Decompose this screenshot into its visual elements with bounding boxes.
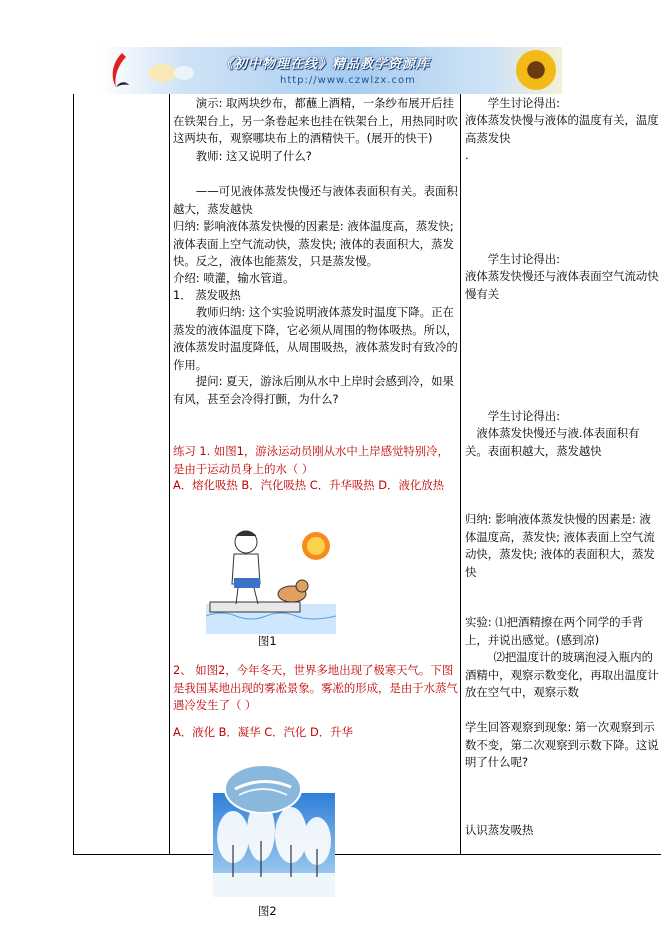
student-conclusion-2-label: 学生讨论得出:: [487, 252, 560, 266]
student-conclusion-3: 液体蒸发快慢还与液.体表面积有关。表面积越大，蒸发越快: [465, 426, 640, 458]
conclusion-surface-area: ——可见液体蒸发快慢还与液体表面积有关。表面积越大，蒸发越快: [173, 184, 458, 216]
student-conclusion-2: 液体蒸发快慢还与液体表面空气流动快慢有关: [465, 269, 659, 301]
exercise-2: 2、 如图2，今年冬天，世界多地出现了极寒天气。下图是我国某地出现的雾凇景象。雾凇的形成，是由于水蒸气遇冷发生了（ ）: [173, 663, 458, 712]
demo-paragraph: 演示: 取两块纱布，都蘸上酒精，一条纱布展开后挂在铁架台上，另一条卷起来也挂在铁架台上，用热同时吹这两块布，观察哪块布上的酒精快干。(展开的快干): [173, 96, 458, 145]
figure-1-caption: 图1: [258, 634, 277, 648]
sunflower-icon: [516, 50, 556, 90]
intro-irrigation: 介绍: 喷灌，输水管道。: [173, 271, 295, 285]
header-banner: [100, 47, 562, 94]
exercise-1-options: A．熔化吸热 B．汽化吸热 C．升华吸热 D．液化放热: [173, 478, 445, 492]
banner-url[interactable]: http://www.czwlzx.com: [280, 75, 416, 86]
table-divider-2: [460, 94, 461, 855]
figure-2-rime-scene: [213, 765, 335, 897]
question-swimming: 提问: 夏天，游泳后刚从水中上岸时会感到冷，如果有风，甚至会冷得打颤，为什么?: [173, 374, 454, 406]
student-conclusion-1-label: 学生讨论得出:: [487, 96, 560, 110]
exercise-1: 练习 1. 如图1，游泳运动员刚从水中上岸感觉特别冷，是由于运动员身上的水（ ）: [173, 444, 449, 476]
student-observation: 学生回答观察到现象: 第一次观察到示数不变，第二次观察到示数下降。这说明了什么呢?: [465, 720, 659, 769]
stray-dot: .: [465, 148, 469, 162]
table-border-left: [73, 94, 74, 855]
student-conclusion-3-label: 学生讨论得出:: [487, 409, 560, 423]
figure-2-caption: 图2: [258, 904, 277, 918]
logo-icon: [108, 51, 130, 89]
experiment-1: 实验: ⑴把酒精擦在两个同学的手背上，并说出感觉。(感到凉): [465, 615, 644, 647]
exercise-2-options: A．液化 B．凝华 C．汽化 D．升华: [173, 725, 353, 739]
figure-1-swimmer: [206, 526, 336, 634]
section-heading-evaporation: 1． 蒸发吸热: [173, 288, 241, 302]
summary-right: 归纳: 影响液体蒸发快慢的因素是: 液体温度高，蒸发快; 液体表面上空气流动快，蒸发快; 液体的表面积大，蒸发快: [465, 512, 655, 579]
banner-title: 《初中物理在线》精品教学资源库: [220, 57, 431, 72]
table-divider-1: [169, 94, 170, 855]
lamp-icon: [144, 59, 202, 85]
experiment-2: ⑵把温度计的玻璃泡浸入瓶内的酒精中，观察示数变化，再取出温度计放在空气中，观察示数: [465, 650, 659, 699]
teacher-question: 教师: 这又说明了什么?: [195, 149, 312, 163]
table-border-bottom: [73, 854, 661, 855]
recognize-evaporation-cooling: 认识蒸发吸热: [465, 823, 534, 837]
student-conclusion-1: 液体蒸发快慢与液体的温度有关，温度高蒸发快: [465, 113, 659, 145]
teacher-summary: 教师归纳: 这个实验说明液体蒸发时温度下降。正在蒸发的液体温度下降，它必须从周围的物体吸热。所以，液体蒸发时温度降低，从周围吸热，液体蒸发时有致冷的作用。: [173, 305, 458, 372]
summary-factors: 归纳: 影响液体蒸发快慢的因素是: 液体温度高，蒸发快; 液体表面上空气流动快，蒸发快; 液体的表面积大，蒸发快。反之，液体也能蒸发，只是蒸发慢。: [173, 219, 454, 268]
